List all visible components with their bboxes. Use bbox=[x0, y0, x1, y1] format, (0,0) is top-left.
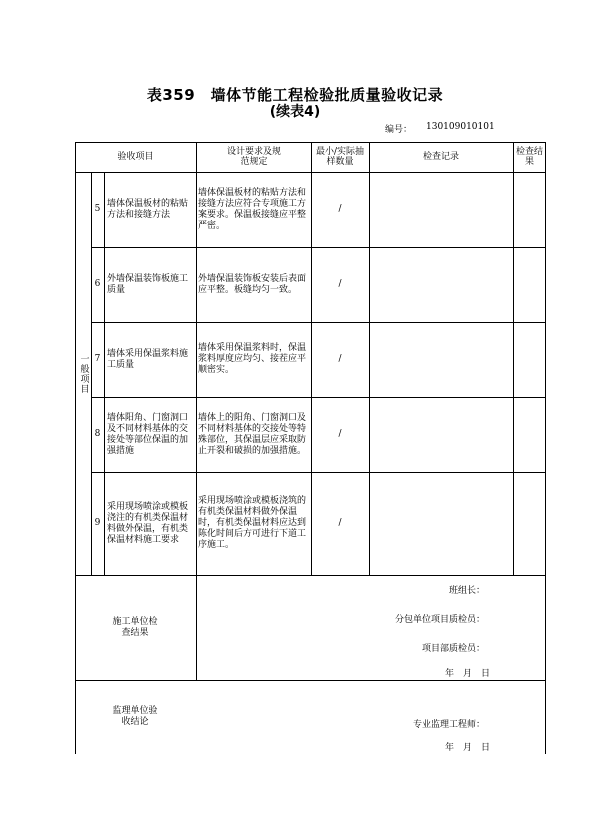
project-inspector-signature: 项目部质检员： bbox=[421, 644, 485, 654]
row-item: 墙体阳角、门窗洞口及不同材料基体的交接处等部位保温的加强措施 bbox=[107, 412, 189, 456]
row-sample: / bbox=[338, 279, 342, 289]
row-requirement: 采用现场喷涂或模板浇筑的有机类保温材料做外保温时，有机类保温材料应达到陈化时间后方可进行下道工序施工。 bbox=[198, 496, 307, 550]
row-item: 外墙保温装饰板施工质量 bbox=[107, 273, 189, 295]
row-number: 7 bbox=[94, 354, 101, 364]
col-line bbox=[104, 172, 105, 575]
row-item: 墙体采用保温浆料施工质量 bbox=[107, 348, 189, 370]
document-title: 表359 墙体节能工程检验批质量验收记录 bbox=[146, 86, 444, 104]
row-sample: / bbox=[338, 518, 342, 528]
row-number: 9 bbox=[94, 518, 101, 528]
header-result: 检查结果 bbox=[515, 147, 543, 167]
construction-label: 施工单位检查结果 bbox=[112, 616, 158, 638]
col-line bbox=[369, 142, 370, 575]
row-item: 墙体保温板材的粘贴方法和接缝方法 bbox=[107, 198, 189, 220]
row-requirement: 墙体上的阳角、门窗洞口及不同材料基体的交接处等特殊部位，其保温层应采取防止开裂和破损的加强措施。 bbox=[198, 412, 307, 456]
row-sample: / bbox=[338, 354, 342, 364]
document-subtitle: (续表4) bbox=[269, 104, 321, 120]
col-line bbox=[513, 142, 514, 575]
supervision-date: 年 月 日 bbox=[444, 743, 490, 753]
row-item: 采用现场喷涂或模板浇注的有机类保温材料做外保温，有机类保温材料施工要求 bbox=[107, 501, 189, 545]
header-item: 验收项目 bbox=[117, 152, 154, 162]
header-requirement: 设计要求及规范规定 bbox=[226, 147, 281, 167]
header-sample: 最小/实际抽样数量 bbox=[315, 147, 365, 167]
row-number: 8 bbox=[94, 429, 101, 439]
code-label: 编号： bbox=[385, 125, 413, 135]
row-number: 5 bbox=[94, 204, 101, 214]
row-sample: / bbox=[338, 429, 342, 439]
row-requirement: 墙体保温板材的粘贴方法和接缝方法应符合专项施工方案要求。保温板接缝应平整严密。 bbox=[198, 187, 307, 231]
col-line bbox=[196, 142, 197, 680]
header-record: 检查记录 bbox=[422, 152, 459, 162]
supervision-label: 监理单位验收结论 bbox=[112, 706, 158, 727]
row-number: 6 bbox=[94, 279, 101, 289]
row-requirement: 墙体采用保温浆料时，保温浆料厚度应均匀、接茬应平顺密实。 bbox=[198, 343, 307, 375]
group-label: 一般项目 bbox=[78, 353, 89, 394]
team-leader-signature: 班组长： bbox=[448, 586, 485, 596]
sub-inspector-signature: 分包单位项目质检员： bbox=[394, 615, 485, 625]
supervision-engineer-signature: 专业监理工程师： bbox=[412, 720, 485, 730]
code-value: 130109010101 bbox=[426, 122, 495, 132]
row-sample: / bbox=[338, 204, 342, 214]
construction-date: 年 月 日 bbox=[444, 669, 490, 679]
row-requirement: 外墙保温装饰板安装后表面应平整。板缝均匀一致。 bbox=[198, 273, 307, 295]
